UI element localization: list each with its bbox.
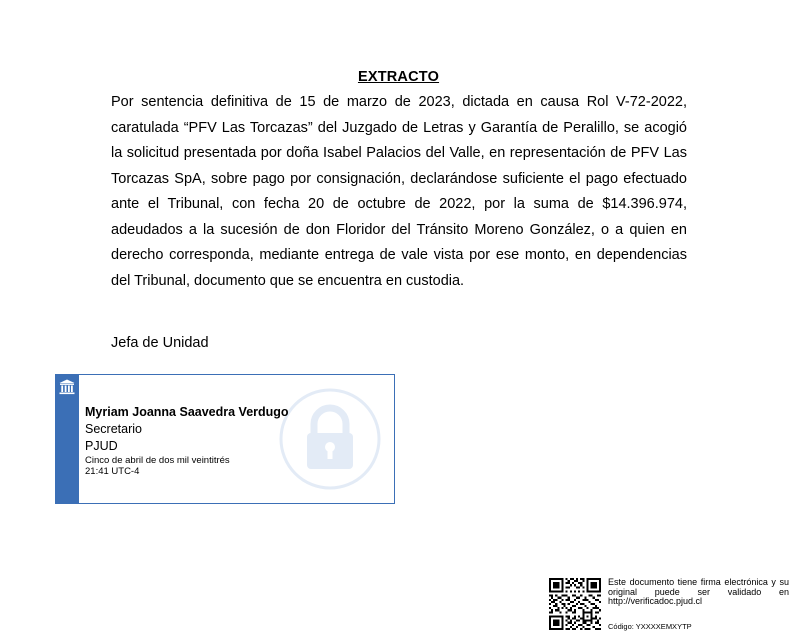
qr-code-icon <box>549 578 601 630</box>
extract-body: Por sentencia definitiva de 15 de marzo de 2023, dictada en causa Rol V-72-2022, caratulada “PFV Las Torcazas” del Juzgado de Letras y Garantía de Peralillo, se acogió la solicitud presentada por doña Isabel Palacios del Valle, en representación de PFV Las Torcazas SpA, sobre pago por consignación, declarándose suficiente el pago efectuado ante el Tribunal, con fecha 20 de octubre de 2022, por la suma de $14.396.974, adeudados a la sucesión de don Floridor del Tránsito Moreno González, o a quien en derecho corresponda, mediante entrega de vale vista por ese monto, en dependencias del Tribunal, documento que se encuentra en custodia. <box>111 94 687 289</box>
signoff-label: Jefa de Unidad <box>111 335 209 351</box>
electronic-signature-block <box>55 374 395 504</box>
signer-organization: PJUD <box>85 439 118 453</box>
document-title: EXTRACTO <box>357 69 440 85</box>
signature-accent-stripe <box>56 375 79 503</box>
verification-notice: Este documento tiene firma electrónica y su original puede ser validado en http://verificadoc.pjud.cl <box>608 577 789 606</box>
signer-role: Secretario <box>85 422 142 436</box>
institution-icon <box>58 378 76 396</box>
signer-name: Myriam Joanna Saavedra Verdugo <box>85 405 289 419</box>
signature-time: 21:41 UTC-4 <box>85 465 140 477</box>
signature-datetime <box>85 456 230 477</box>
lock-icon <box>278 387 382 491</box>
signature-date: Cinco de abril de dos mil veintitrés <box>85 455 230 466</box>
verification-code: Código: YXXXXEMXYTP <box>608 622 692 631</box>
